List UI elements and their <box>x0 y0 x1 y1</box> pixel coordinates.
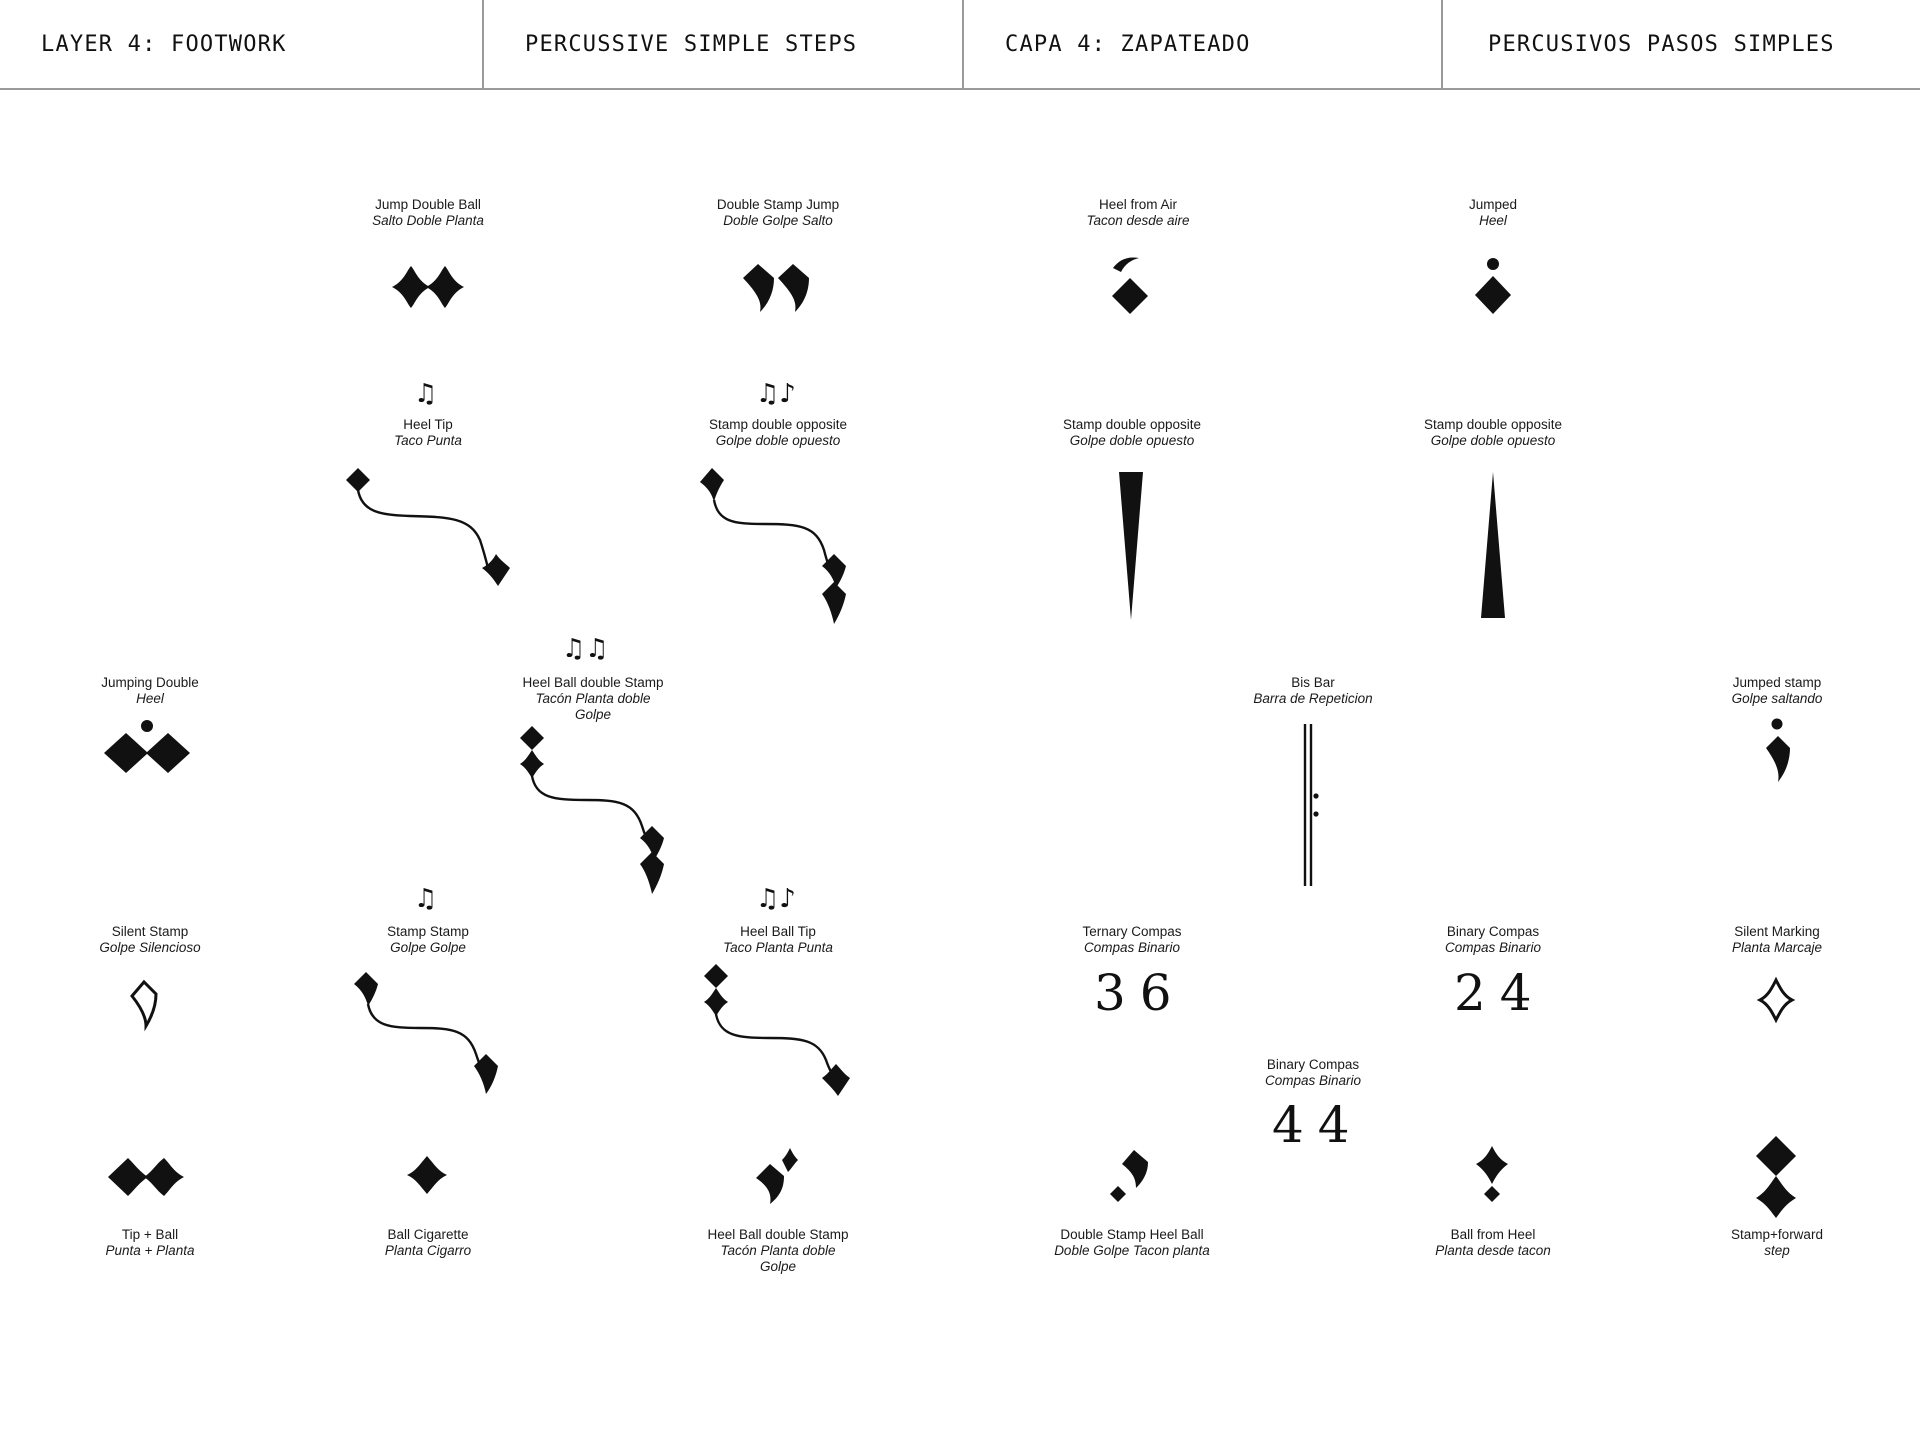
label-es: Golpe Golpe <box>390 940 466 955</box>
label-es: Taco Planta Punta <box>723 940 833 955</box>
label-en: Heel from Air <box>1098 197 1178 212</box>
heel-ball-tip-symbol <box>698 962 858 1102</box>
header-cell-percusivos <box>1441 0 1920 88</box>
label-en: Tip + Ball <box>121 1227 179 1242</box>
header-cell-percussive <box>482 0 962 88</box>
label-stamp-double-opposite-3 <box>1343 417 1643 449</box>
heel-from-air-symbol <box>1105 254 1155 320</box>
binary-compas-24-value: 24 <box>1454 964 1546 1022</box>
jumping-double-heel-symbol <box>100 715 196 781</box>
label-heel-ball-tip <box>628 924 928 956</box>
label-heel-tip <box>278 417 578 449</box>
ball-from-heel-symbol <box>1472 1144 1512 1208</box>
label-es: Compas Binario <box>1444 940 1542 955</box>
label-en: Double Stamp Jump <box>716 197 840 212</box>
label-es: Punta + Planta <box>105 1243 195 1258</box>
label-ternary-compas <box>982 924 1282 956</box>
header-label-layer: LAYER 4: FOOTWORK <box>41 31 287 57</box>
label-es: Golpe doble opuesto <box>715 433 841 448</box>
label-en: Heel Tip <box>403 417 453 432</box>
heel-ball-double-stamp-note-icon: ♫♫ <box>562 634 609 664</box>
label-en: Jumping Double <box>101 675 199 690</box>
label-en: Stamp double opposite <box>1423 417 1563 432</box>
label-en: Jumped stamp <box>1732 675 1822 690</box>
stamp-double-opposite-3-symbol <box>1478 468 1508 620</box>
label-binary-compas-24 <box>1343 924 1643 956</box>
label-en: Ball Cigarette <box>387 1227 469 1242</box>
label-stamp-double-opposite-1 <box>628 417 928 449</box>
silent-marking-symbol <box>1756 976 1796 1026</box>
label-stamp-double-opposite-2 <box>982 417 1282 449</box>
jumped-stamp-symbol <box>1760 716 1798 786</box>
label-ball-cigarette <box>278 1227 578 1259</box>
label-en: Heel Ball Tip <box>740 924 816 939</box>
label-es: Tacon desde aire <box>1086 213 1190 228</box>
stamp-stamp-symbol <box>348 966 508 1098</box>
label-es: Golpe Silencioso <box>99 940 201 955</box>
label-en: Jump Double Ball <box>375 197 481 212</box>
label-jumped-heel <box>1343 197 1643 229</box>
binary-compas-44-value: 44 <box>1272 1096 1364 1154</box>
label-es-2: Golpe <box>759 1259 797 1274</box>
label-jump-double-ball <box>278 197 578 229</box>
label-heel-ball-double-stamp-2 <box>628 1227 928 1275</box>
label-es: Tacón Planta doble <box>535 691 651 706</box>
label-en: Stamp+forward <box>1731 1227 1823 1242</box>
label-es: Golpe doble opuesto <box>1430 433 1556 448</box>
stamp-double-opposite-2-symbol <box>1116 468 1146 624</box>
label-heel-ball-double-stamp-1 <box>443 675 743 723</box>
label-double-stamp-jump <box>628 197 928 229</box>
ternary-compas-value: 36 <box>1094 964 1186 1022</box>
label-en: Ternary Compas <box>1082 924 1182 939</box>
label-es: Barra de Repeticion <box>1253 691 1373 706</box>
label-en: Stamp double opposite <box>708 417 848 432</box>
label-es: Salto Doble Planta <box>372 213 484 228</box>
label-jumped-stamp <box>1627 675 1920 707</box>
header-label-capa: CAPA 4: ZAPATEADO <box>1005 31 1251 57</box>
stamp-forward-step-symbol <box>1752 1134 1800 1220</box>
label-en: Double Stamp Heel Ball <box>1060 1227 1204 1242</box>
label-double-stamp-heel-ball <box>982 1227 1282 1259</box>
label-es: Golpe doble opuesto <box>1069 433 1195 448</box>
label-en: Binary Compas <box>1266 1057 1360 1072</box>
stamp-double-opposite-1-symbol <box>690 462 870 630</box>
header-cell-capa <box>962 0 1441 88</box>
label-en: Ball from Heel <box>1450 1227 1536 1242</box>
header-label-percusivos: PERCUSIVOS PASOS SIMPLES <box>1488 31 1835 57</box>
label-es: Compas Binario <box>1083 940 1181 955</box>
heel-tip-note-icon: ♫ <box>414 379 438 409</box>
label-en: Jumped <box>1468 197 1518 212</box>
label-es: Heel <box>1479 213 1507 228</box>
label-jumping-double-heel <box>0 675 300 707</box>
heel-ball-double-stamp-2-symbol <box>752 1146 802 1206</box>
double-stamp-jump-symbol <box>740 260 816 316</box>
header-bar <box>0 0 1920 90</box>
header-label-percussive: PERCUSSIVE SIMPLE STEPS <box>525 31 858 57</box>
stamp-stamp-note-icon: ♫ <box>414 884 438 914</box>
label-es: Compas Binario <box>1264 1073 1362 1088</box>
label-en: Bis Bar <box>1291 675 1335 690</box>
label-es: Golpe saltando <box>1731 691 1823 706</box>
label-es: step <box>1764 1243 1790 1258</box>
header-cell-layer <box>0 0 482 88</box>
label-es: Planta desde tacon <box>1435 1243 1551 1258</box>
jump-double-ball-symbol <box>388 262 468 312</box>
label-binary-compas-44 <box>1163 1057 1463 1089</box>
label-en: Heel Ball double Stamp <box>707 1227 849 1242</box>
silent-stamp-symbol <box>126 976 166 1032</box>
label-en: Silent Marking <box>1734 924 1820 939</box>
label-stamp-forward-step <box>1627 1227 1920 1259</box>
heel-tip-symbol <box>340 460 520 590</box>
label-es: Planta Marcaje <box>1731 940 1823 955</box>
ball-cigarette-symbol <box>404 1152 450 1198</box>
label-en: Stamp Stamp <box>387 924 469 939</box>
label-es-2: Golpe <box>574 707 612 722</box>
jumped-heel-symbol <box>1468 255 1518 321</box>
label-es: Heel <box>136 691 164 706</box>
label-ball-from-heel <box>1343 1227 1643 1259</box>
label-silent-marking <box>1627 924 1920 956</box>
label-es: Tacón Planta doble <box>720 1243 836 1258</box>
label-en: Silent Stamp <box>111 924 189 939</box>
label-en: Heel Ball double Stamp <box>522 675 664 690</box>
label-bis-bar <box>1163 675 1463 707</box>
label-silent-stamp <box>0 924 300 956</box>
label-es: Planta Cigarro <box>384 1243 472 1258</box>
label-es: Doble Golpe Tacon planta <box>1054 1243 1210 1258</box>
label-heel-from-air <box>988 197 1288 229</box>
double-stamp-heel-ball-symbol <box>1106 1146 1156 1206</box>
label-en: Binary Compas <box>1446 924 1540 939</box>
label-tip-ball <box>0 1227 300 1259</box>
label-es: Doble Golpe Salto <box>723 213 833 228</box>
label-es: Taco Punta <box>394 433 462 448</box>
heel-ball-double-stamp-1-symbol <box>514 722 674 898</box>
label-stamp-stamp <box>278 924 578 956</box>
heel-ball-tip-note-icon: ♫♪ <box>756 884 796 914</box>
bis-bar-symbol <box>1300 722 1330 888</box>
tip-ball-symbol <box>104 1152 188 1202</box>
label-en: Stamp double opposite <box>1062 417 1202 432</box>
stamp-double-opposite-note-icon: ♫♪ <box>756 379 796 409</box>
